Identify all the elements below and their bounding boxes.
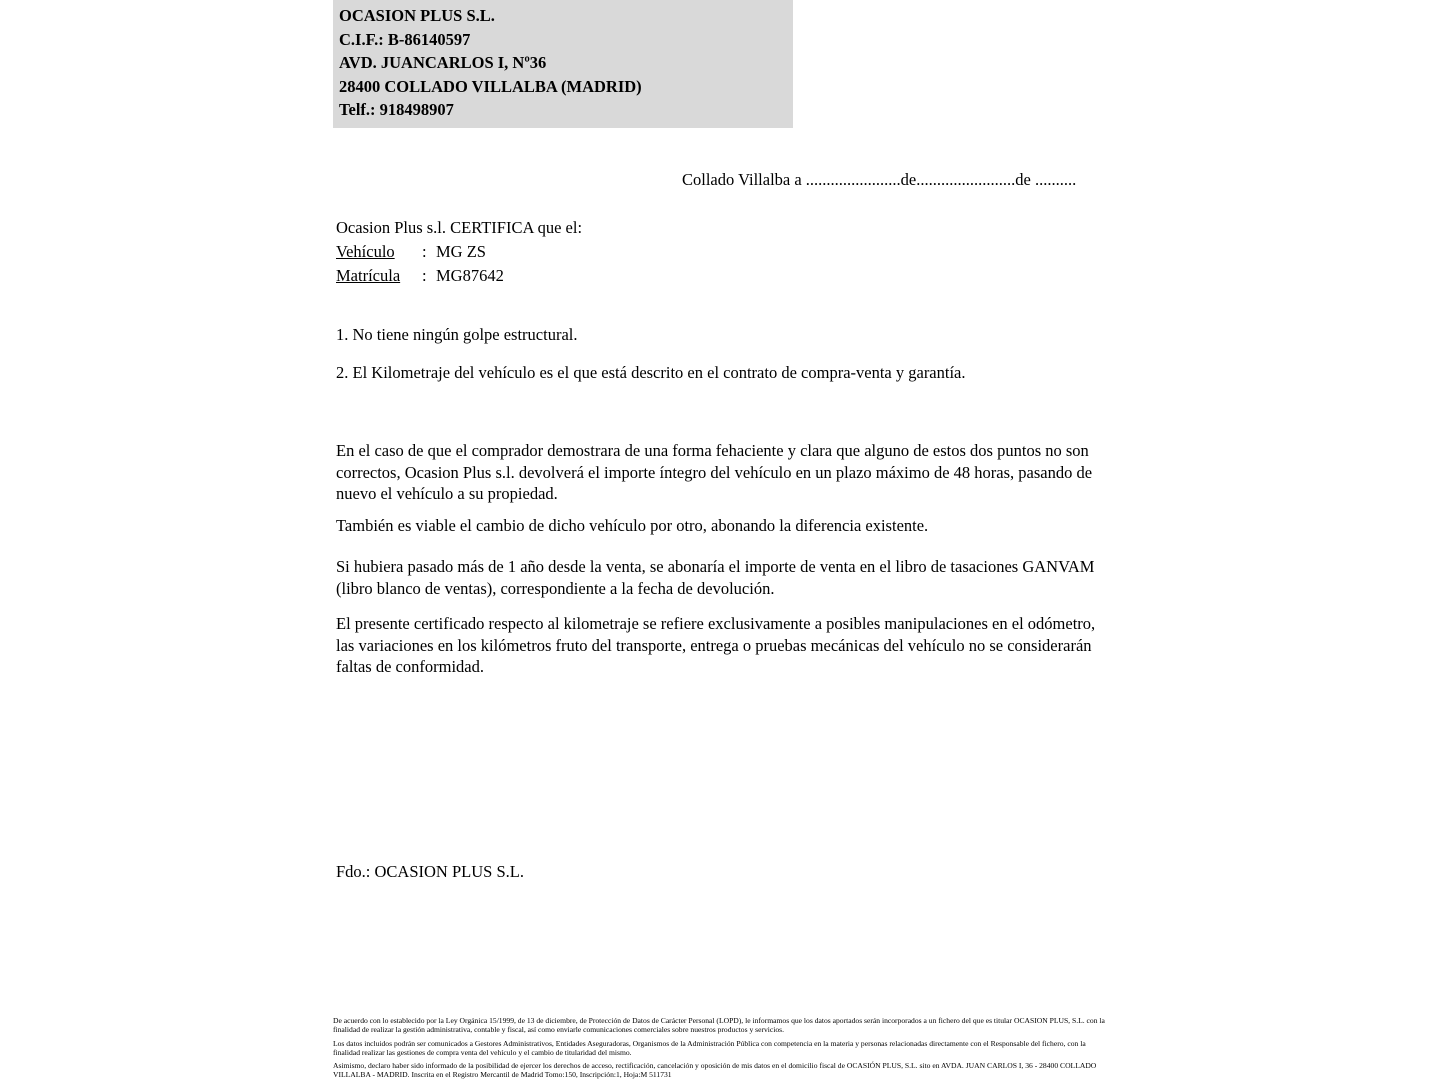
vehicle-separator: : [422, 242, 427, 261]
company-name: OCASION PLUS S.L. [339, 6, 495, 25]
certification-block [336, 216, 582, 288]
plate-separator: : [422, 266, 427, 285]
company-letterhead [333, 0, 793, 128]
company-phone: Telf.: 918498907 [339, 100, 454, 119]
legal-paragraph-2: Los datos incluidos podrán ser comunicados a Gestores Administrativos, Entidades Aseguradoras, Organismos de la Administración Pública con competencia en la materia y personas relacionadas directamente con el Responsable del fichero, con la finalidad realizar las gestiones de compra venta del vehículo y el cambio de titularidad del mismo. [333, 1038, 1086, 1057]
clause-refund: En el caso de que el comprador demostrara de una forma fehaciente y clara que alguno de estos dos puntos no son correctos, Ocasion Plus s.l. devolverá el importe íntegro del vehículo en un plazo máximo de 48 horas, pasando de nuevo el vehículo a su propiedad. [336, 441, 1093, 503]
plate-row [336, 264, 582, 288]
clause-exchange: También es viable el cambio de dicho vehículo por otro, abonando la diferencia existente. [336, 516, 929, 535]
plate-label: Matrícula [336, 266, 401, 285]
legal-footer [333, 1016, 1113, 1080]
company-cif: C.I.F.: B-86140597 [339, 29, 471, 49]
signature-line: Fdo.: OCASION PLUS S.L. [336, 862, 524, 881]
certification-intro: Ocasion Plus s.l. CERTIFICA que el: [336, 218, 583, 237]
date-line: Collado Villalba a .......................de........................de .......... [682, 170, 1077, 189]
vehicle-label: Vehículo [336, 242, 395, 261]
legal-paragraph-1: De acuerdo con lo establecido por la Ley Orgánica 15/1999, de 13 de diciembre, de Protección de Datos de Carácter Personal (LOPD), le informamos que los datos aportados serán incorporados a un fichero del que es titular OCASION PLUS, S.L. con la finalidad de realizar la gestión administrativa, contable y fiscal, así como enviarle comunicaciones comerciales sobre nuestros productos y servicios. [333, 1016, 1105, 1035]
clause-ganvam: Si hubiera pasado más de 1 año desde la venta, se abonaría el importe de venta en el libro de tasaciones GANVAM (libro blanco de ventas), correspondiente a la fecha de devolución. [336, 557, 1095, 598]
vehicle-value: MG ZS [436, 242, 486, 261]
vehicle-row [336, 240, 582, 264]
company-address-street: AVD. JUANCARLOS I, Nº36 [339, 53, 547, 72]
certification-point-2: 2. El Kilometraje del vehículo es el que está descrito en el contrato de compra-venta y garantía. [336, 363, 966, 382]
company-address-city: 28400 COLLADO VILLALBA (MADRID) [339, 76, 642, 96]
clause-odometer: El presente certificado respecto al kilometraje se refiere exclusivamente a posibles manipulaciones en el odómetro, las variaciones en los kilómetros fruto del transporte, entrega o pruebas mecánicas del vehículo no se considerarán faltas de conformidad. [336, 614, 1096, 676]
plate-value: MG87642 [436, 266, 504, 285]
legal-paragraph-3: Asimismo, declaro haber sido informado de la posibilidad de ejercer los derechos de acceso, rectificación, cancelación y oposición de mis datos en el domicilio fiscal de OCASIÓN PLUS, S.L. sito en AVDA. JUAN CARLOS I, 36 - 28400 COLLADO VILLALBA - MADRID. Inscrita en el Registro Mercantil de Madrid Tomo:150, Inscripción:1, Hoja:M 511731 [333, 1061, 1097, 1080]
certification-point-1: 1. No tiene ningún golpe estructural. [336, 325, 578, 344]
